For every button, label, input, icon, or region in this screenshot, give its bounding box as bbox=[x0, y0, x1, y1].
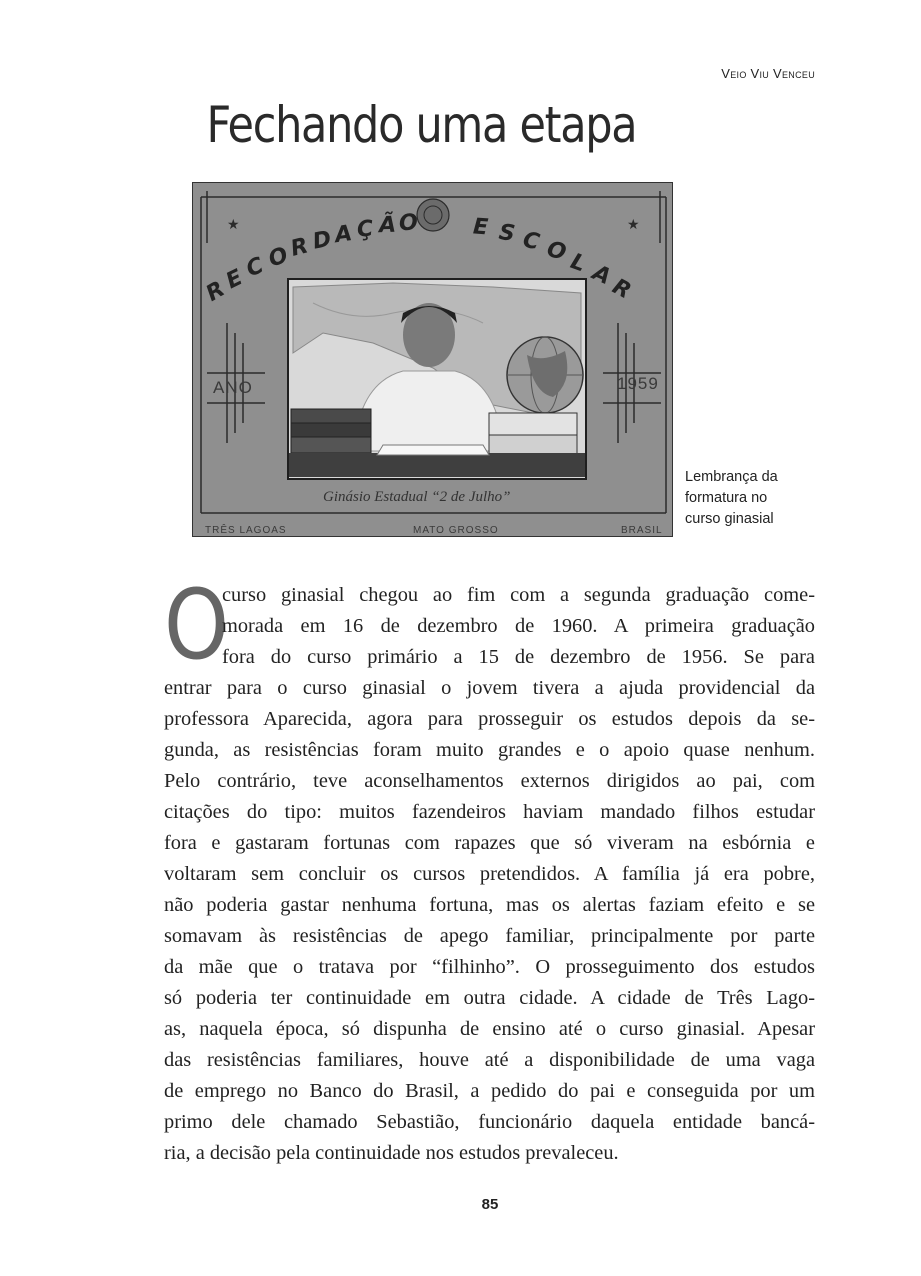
body-line: das resistências familiares, houve até a disponibilidade de uma vaga bbox=[164, 1049, 815, 1071]
body-line: professora Aparecida, agora para prosseguir os estudos depois da se- bbox=[164, 708, 815, 730]
arch-letter: C bbox=[520, 227, 543, 256]
body-line: gunda, as resistências foram muito grandes e o apoio quase nenhum. bbox=[164, 739, 815, 761]
body-line: fora e gastaram fortunas com rapazes que só viveram na esbórnia e bbox=[164, 832, 815, 854]
body-line: citações do tipo: muitos fazendeiros haviam mandado filhos estudar bbox=[164, 801, 815, 823]
arch-letter: C bbox=[242, 252, 269, 283]
arch-letter: A bbox=[333, 220, 355, 249]
body-line: entrar para o curso ginasial o jovem tivera a ajuda providencial da bbox=[164, 677, 815, 699]
graduation-photo bbox=[192, 182, 673, 537]
arch-letter: O bbox=[543, 236, 570, 267]
svg-text:★: ★ bbox=[627, 217, 640, 233]
caption-line: Lembrança da bbox=[685, 469, 778, 485]
arch-letter: Ç bbox=[355, 216, 376, 243]
photo-caption bbox=[685, 467, 815, 530]
body-line: fora do curso primário a 15 de dezembro de 1956. Se para bbox=[222, 646, 815, 668]
body-line: ria, a decisão pela continuidade nos estudos prevaleceu. bbox=[164, 1142, 619, 1164]
body-paragraph bbox=[164, 580, 815, 1169]
running-head: Veio Viu Venceu bbox=[721, 66, 815, 81]
svg-text:★: ★ bbox=[227, 217, 240, 233]
caption-line: formatura no bbox=[685, 490, 768, 506]
photo-frame-art bbox=[193, 183, 673, 537]
photo-year-label: ANO bbox=[213, 378, 253, 397]
arch-letter: E bbox=[222, 264, 248, 295]
page-number: 85 bbox=[481, 1196, 499, 1213]
arch-letter: O bbox=[265, 242, 293, 273]
arch-letter: R bbox=[201, 276, 231, 307]
arch-letter: A bbox=[588, 260, 616, 291]
body-line: voltaram sem concluir os cursos pretendidos. A família já era pobre, bbox=[164, 863, 815, 885]
photo-city: TRÊS LAGOAS bbox=[205, 525, 287, 536]
arch-letter: R bbox=[288, 233, 312, 262]
body-line: da mãe que o tratava por “filhinho”. O prosseguimento dos estudos bbox=[164, 956, 815, 978]
body-line: de emprego no Banco do Brasil, a pedido do pai e conseguida por um bbox=[164, 1080, 815, 1102]
arch-letter: L bbox=[567, 249, 590, 278]
body-line: Pelo contrário, teve aconselhamentos externos dirigidos ao pai, com bbox=[164, 770, 815, 792]
arch-letter: D bbox=[310, 226, 335, 255]
arch-letter: O bbox=[399, 211, 419, 236]
chapter-title: Fechando uma etapa bbox=[206, 96, 637, 154]
arch-letter: R bbox=[608, 274, 636, 305]
body-line: só poderia ter continuidade em outra cidade. A cidade de Três Lago- bbox=[164, 987, 815, 1009]
photo-state: MATO GROSSO bbox=[413, 525, 499, 536]
body-line: morada em 16 de dezembro de 1960. A primeira graduação bbox=[222, 615, 815, 637]
photo-school-name: Ginásio Estadual “2 de Julho” bbox=[323, 489, 511, 505]
photo-country: BRASIL bbox=[621, 525, 663, 536]
body-line: as, naquela época, só dispunha de ensino até o curso ginasial. Apesar bbox=[164, 1018, 815, 1040]
body-line: somavam às resistências de apego familiar, principalmente por parte bbox=[164, 925, 815, 947]
arch-letter: E bbox=[472, 214, 490, 241]
arch-letter: Ã bbox=[378, 212, 398, 239]
body-line: curso ginasial chegou ao fim com a segunda graduação come- bbox=[222, 584, 815, 606]
photo-year-value: 1959 bbox=[617, 374, 659, 393]
body-line: não poderia gastar nenhuma fortuna, mas os alertas faziam efeito e se bbox=[164, 894, 815, 916]
arch-letter: S bbox=[497, 219, 518, 248]
drop-cap: O bbox=[164, 569, 229, 681]
body-line: primo dele chamado Sebastião, funcionário daquela entidade bancá- bbox=[164, 1111, 815, 1133]
caption-line: curso ginasial bbox=[685, 511, 774, 527]
